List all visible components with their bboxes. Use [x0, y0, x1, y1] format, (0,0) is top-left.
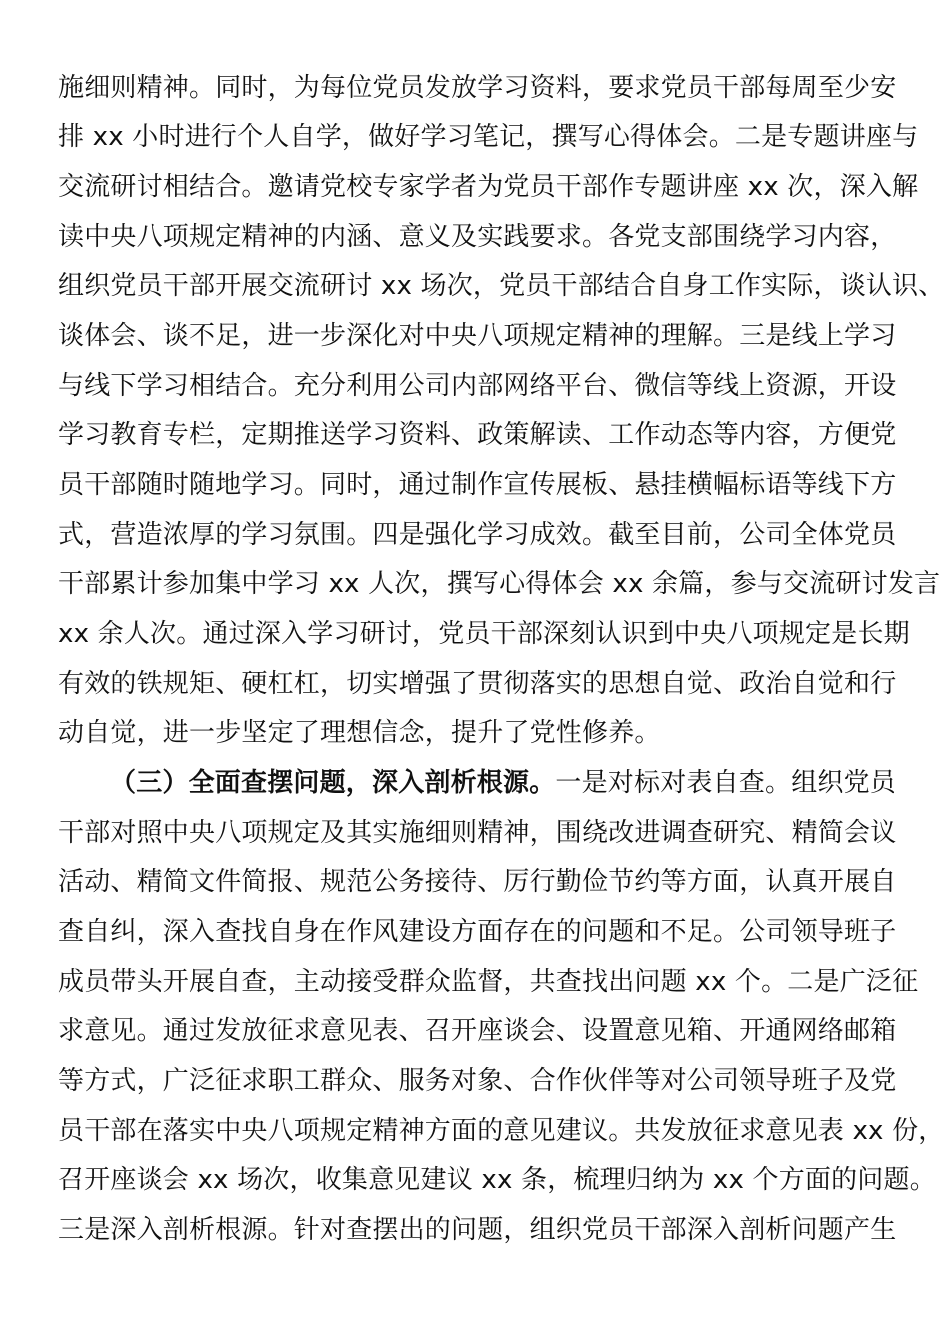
text-line: 召开座谈会 xx 场次，收集意见建议 xx 条，梳理归纳为 xx 个方面的问题。: [58, 1165, 936, 1195]
text-line: xx 余人次。通过深入学习研讨，党员干部深刻认识到中央八项规定是长期: [58, 619, 910, 649]
text-line: 员干部随时随地学习。同时，通过制作宣传展板、悬挂横幅标语等线下方: [58, 470, 897, 500]
text-line: 成员带头开展自查，主动接受群众监督，共查找出问题 xx 个。二是广泛征: [58, 967, 919, 997]
section-heading-line: [110, 763, 896, 803]
text-line: 有效的铁规矩、硬杠杠，切实增强了贯彻落实的思想自觉、政治自觉和行: [58, 669, 897, 699]
text-line: 查自纠，深入查找自身在作风建设方面存在的问题和不足。公司领导班子: [58, 917, 897, 947]
text-line: 式，营造浓厚的学习氛围。四是强化学习成效。截至目前，公司全体党员: [58, 520, 897, 550]
text-line: 员干部在落实中央八项规定精神方面的意见建议。共发放征求意见表 xx 份，: [58, 1116, 945, 1146]
text-line: 干部累计参加集中学习 xx 人次，撰写心得体会 xx 余篇，参与交流研讨发言: [58, 569, 941, 599]
text-line: 活动、精简文件简报、规范公务接待、厉行勤俭节约等方面，认真开展自: [58, 867, 897, 897]
text-line: 组织党员干部开展交流研讨 xx 场次，党员干部结合自身工作实际，谈认识、: [58, 271, 945, 301]
text-line: 动自觉，进一步坚定了理想信念，提升了党性修养。: [58, 718, 661, 748]
section-heading: （三）全面查摆问题，深入剖析根源。: [110, 768, 556, 798]
text-line: 读中央八项规定精神的内涵、意义及实践要求。各党支部围绕学习内容，: [58, 222, 897, 252]
text-line: 排 xx 小时进行个人自学，做好学习笔记，撰写心得体会。二是专题讲座与: [58, 122, 919, 152]
text-line: 学习教育专栏，定期推送学习资料、政策解读、工作动态等内容，方便党: [58, 420, 897, 450]
text-line: 与线下学习相结合。充分利用公司内部网络平台、微信等线上资源，开设: [58, 371, 897, 401]
section-heading-rest: 一是对标对表自查。组织党员: [555, 768, 897, 798]
text-line: 交流研讨相结合。邀请党校专家学者为党员干部作专题讲座 xx 次，深入解: [58, 172, 919, 202]
text-line: 三是深入剖析根源。针对查摆出的问题，组织党员干部深入剖析问题产生: [58, 1215, 897, 1245]
text-line: 求意见。通过发放征求意见表、召开座谈会、设置意见箱、开通网络邮箱: [58, 1016, 897, 1046]
text-line: 干部对照中央八项规定及其实施细则精神，围绕改进调查研究、精简会议: [58, 818, 897, 848]
text-line: 谈体会、谈不足，进一步深化对中央八项规定精神的理解。三是线上学习: [58, 321, 897, 351]
text-line: 等方式，广泛征求职工群众、服务对象、合作伙伴等对公司领导班子及党: [58, 1066, 897, 1096]
text-line: 施细则精神。同时，为每位党员发放学习资料，要求党员干部每周至少安: [58, 73, 897, 103]
